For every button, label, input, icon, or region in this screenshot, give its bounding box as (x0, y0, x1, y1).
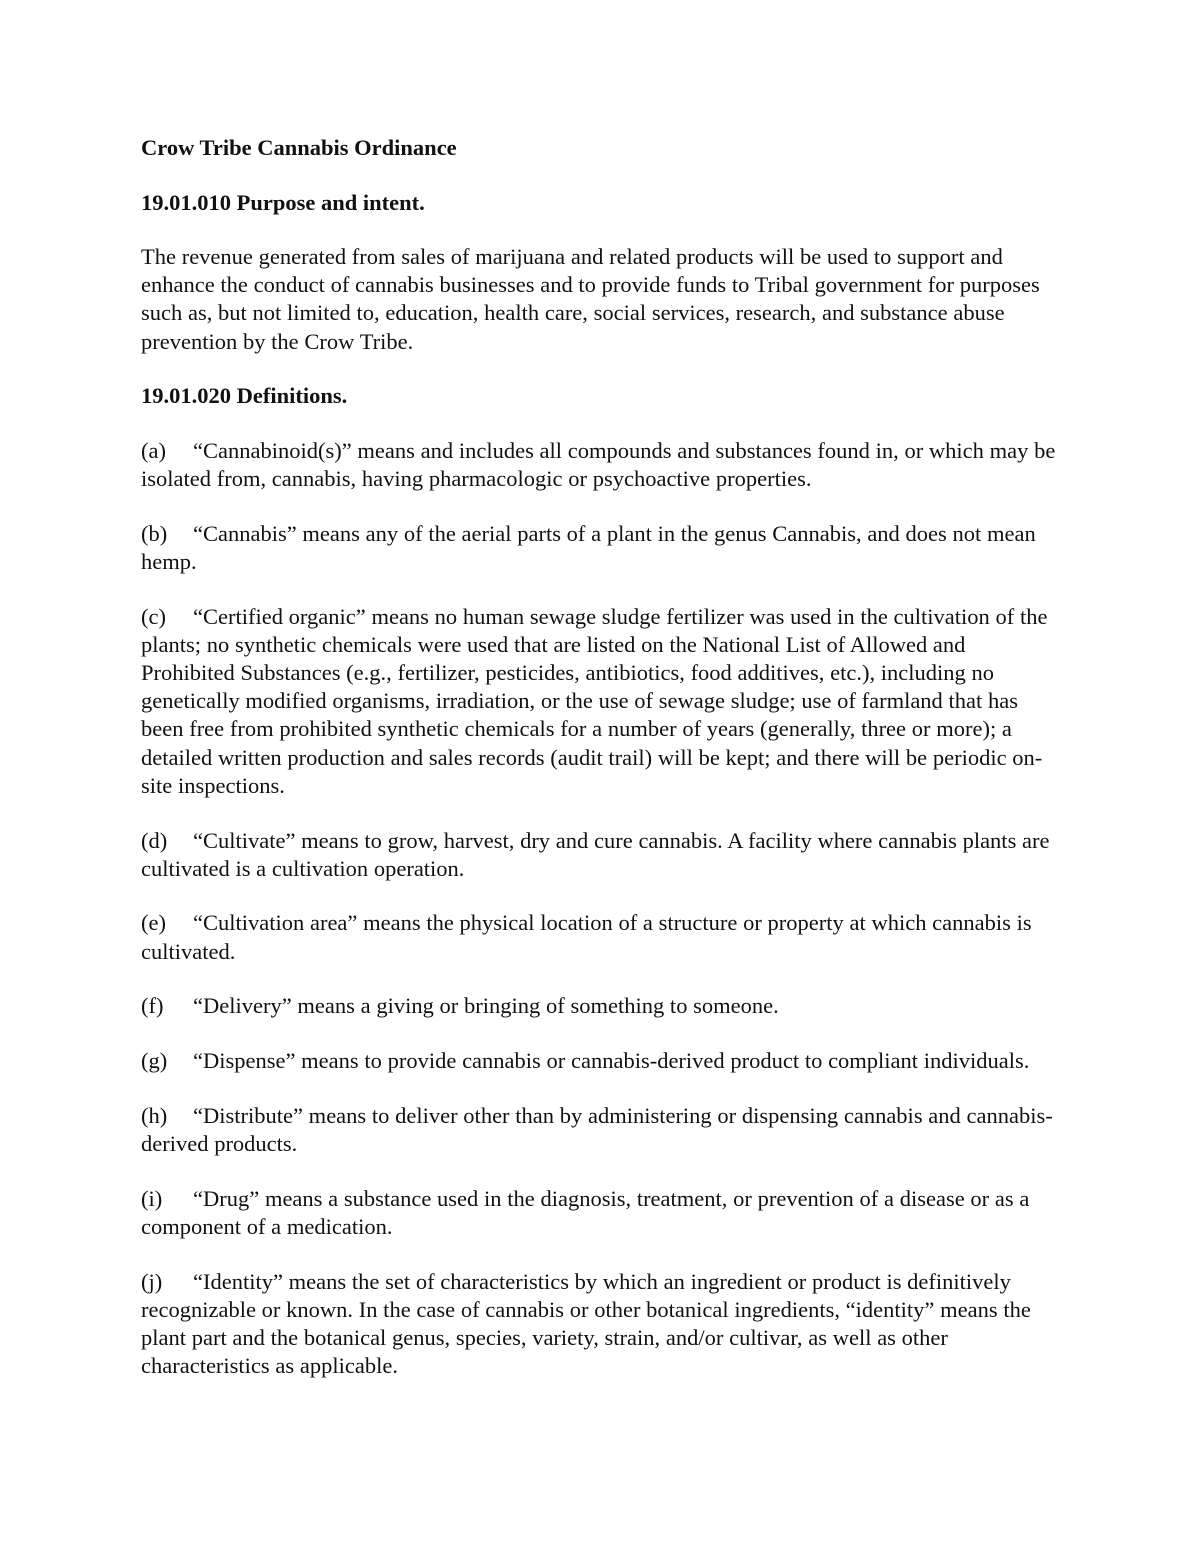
definition-marker-h: (h) (141, 1102, 168, 1128)
definition-text-a: “Cannabinoid(s)” means and includes all compounds and substances found in, or which may be isolated from, cannabis, having pharmacologic or psychoactive properties. (141, 437, 1056, 492)
definition-item-f (141, 992, 1059, 1020)
definition-item-a (141, 437, 1059, 493)
definition-text-c: “Certified organic” means no human sewage sludge fertilizer was used in the cultivation of the plants; no synthetic chemicals were used that are listed on the National List of Allowed and Prohibited Substances (e.g., fertilizer, pesticides, antibiotics, food additives, etc.), including no genetically modified organisms, irradiation, or the use of sewage sludge; use of farmland that has been free from prohibited synthetic chemicals for a number of years (generally, three or more); a detailed written production and sales records (audit trail) will be kept; and there will be periodic on-site inspections. (141, 603, 1048, 798)
definition-item-d (141, 827, 1059, 883)
definition-item-h (141, 1102, 1059, 1158)
definition-marker-f: (f) (141, 993, 164, 1019)
definition-marker-c: (c) (141, 603, 166, 629)
definition-text-h: “Distribute” means to deliver other than by administering or dispensing cannabis and cannabis-derived products. (141, 1102, 1053, 1156)
definition-text-e: “Cultivation area” means the physical location of a structure or property at which cannabis is cultivated. (141, 910, 1032, 964)
definition-marker-e: (e) (141, 910, 166, 936)
definition-text-d: “Cultivate” means to grow, harvest, dry and cure cannabis. A facility where cannabis plants are cultivated is a cultivation operation. (141, 827, 1050, 881)
definition-item-j (141, 1268, 1059, 1381)
definition-marker-d: (d) (141, 827, 168, 853)
definition-item-b (141, 520, 1059, 576)
definition-text-b: “Cannabis” means any of the aerial parts of a plant in the genus Cannabis, and does not mean hemp. (141, 520, 1036, 574)
definition-item-c (141, 603, 1059, 800)
document-title: Crow Tribe Cannabis Ordinance (141, 135, 457, 160)
definition-marker-a: (a) (141, 437, 166, 463)
definition-item-g (141, 1047, 1059, 1075)
definition-marker-b: (b) (141, 520, 168, 546)
definition-marker-g: (g) (141, 1048, 168, 1074)
definition-text-f: “Delivery” means a giving or bringing of something to someone. (193, 993, 779, 1019)
section-heading-19-01-020: 19.01.020 Definitions. (141, 383, 348, 409)
definition-text-g: “Dispense” means to provide cannabis or cannabis-derived product to compliant individuals. (193, 1048, 1030, 1074)
definition-item-i (141, 1185, 1059, 1241)
document-body (141, 134, 1059, 1380)
section-heading-19-01-010: 19.01.010 Purpose and intent. (141, 189, 425, 215)
definition-item-e (141, 909, 1059, 965)
definition-marker-i: (i) (141, 1185, 163, 1211)
definition-text-i: “Drug” means a substance used in the diagnosis, treatment, or prevention of a disease or as a component of a medication. (141, 1185, 1030, 1239)
definition-text-j: “Identity” means the set of characteristics by which an ingredient or product is definitively recognizable or known. In the case of cannabis or other botanical ingredients, “identity” means the plant part and the botanical genus, species, variety, strain, and/or cultivar, as well as other characteristics as applicable. (141, 1268, 1031, 1379)
purpose-paragraph: The revenue generated from sales of marijuana and related products will be used to support and enhance the conduct of cannabis businesses and to provide funds to Tribal government for purposes such as, but not limited to, education, health care, social services, research, and substance abuse prevention by the Crow Tribe. (141, 244, 1040, 354)
definition-marker-j: (j) (141, 1268, 163, 1294)
